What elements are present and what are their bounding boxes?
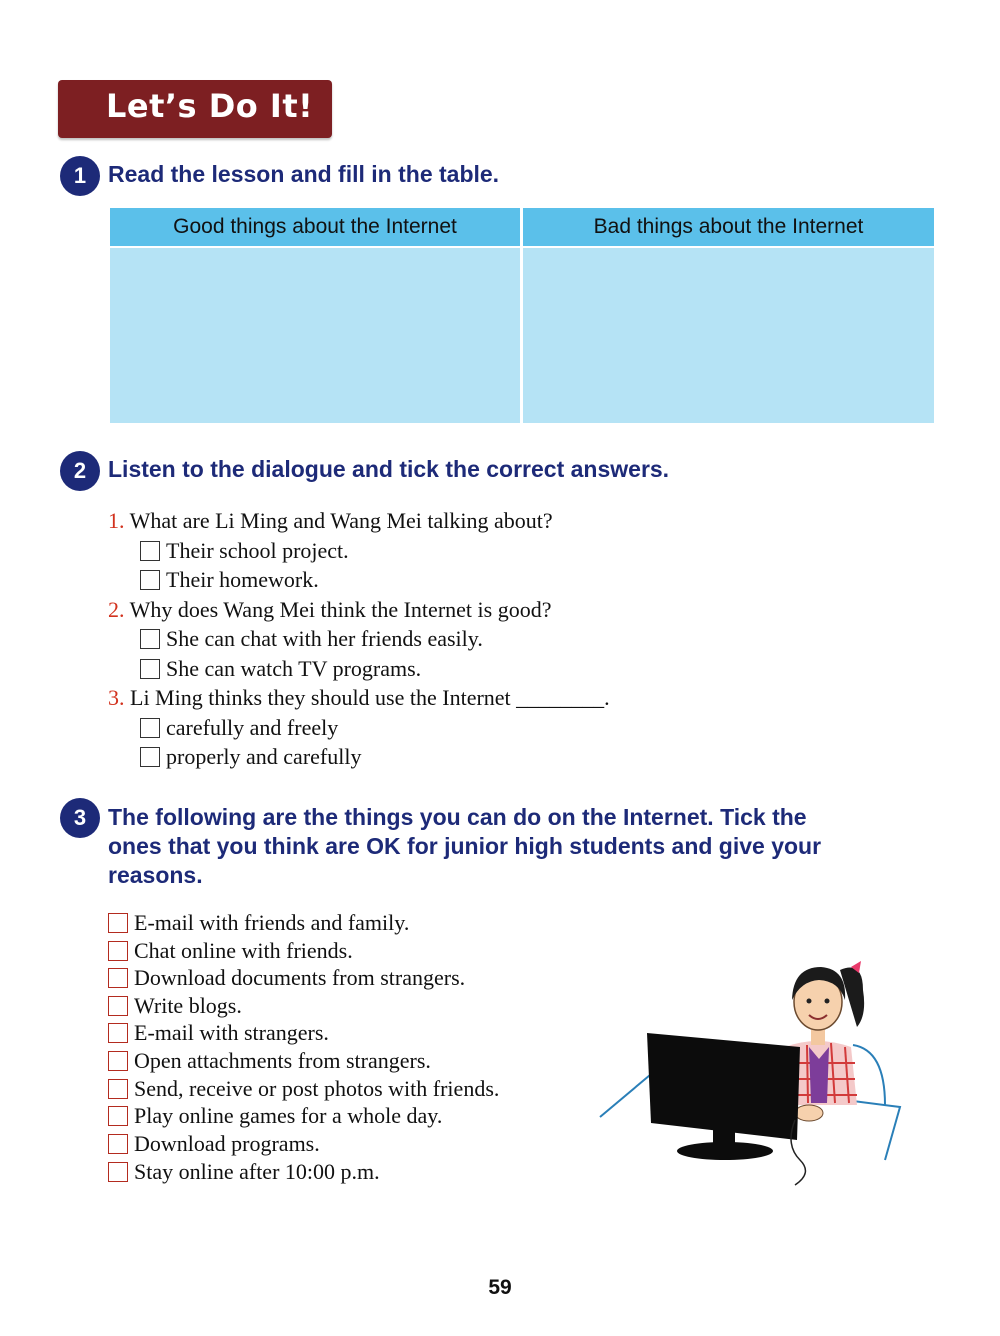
activity-label: Download programs. (134, 1131, 320, 1156)
question-3 (108, 685, 610, 711)
question-2-option-2[interactable] (140, 656, 421, 682)
activity-label: E-mail with strangers. (134, 1020, 329, 1045)
activity-label: Download documents from strangers. (134, 965, 466, 990)
question-2-text: Why does Wang Mei think the Internet is good? (129, 597, 552, 622)
checkbox[interactable] (140, 659, 160, 679)
option-label: She can watch TV programs. (166, 656, 422, 681)
activity-item[interactable] (108, 1159, 380, 1185)
activity-item[interactable] (108, 1020, 329, 1046)
checkbox[interactable] (108, 1134, 128, 1154)
checkbox[interactable] (108, 996, 128, 1016)
activity-item[interactable] (108, 938, 353, 964)
checkbox[interactable] (108, 913, 128, 933)
section-3-heading-line-2: ones that you think are OK for junior high students and give your (108, 833, 822, 859)
section-banner (58, 80, 332, 138)
question-2-number: 2. (108, 597, 125, 622)
table-cell-good[interactable] (110, 248, 520, 423)
activity-item[interactable] (108, 1048, 431, 1074)
activity-label: Write blogs. (134, 993, 242, 1018)
activity-label: Chat online with friends. (134, 938, 353, 963)
section-3-heading-line-1: The following are the things you can do on the Internet. Tick the (108, 804, 807, 830)
question-3-option-2[interactable] (140, 744, 361, 770)
question-1 (108, 508, 553, 534)
table-header-good: Good things about the Internet (110, 208, 520, 246)
option-label: carefully and freely (166, 715, 339, 740)
activity-label: Stay online after 10:00 p.m. (134, 1159, 380, 1184)
checkbox[interactable] (140, 570, 160, 590)
activity-item[interactable] (108, 1103, 442, 1129)
section-3-heading-line-3: reasons. (108, 862, 203, 888)
activity-item[interactable] (108, 1076, 499, 1102)
question-3-text: Li Ming thinks they should use the Internet ________. (130, 685, 610, 710)
question-1-number: 1. (108, 508, 125, 533)
page-number: 59 (488, 1276, 512, 1299)
checkbox[interactable] (108, 1106, 128, 1126)
checkbox[interactable] (108, 1079, 128, 1099)
section-1-number: 1 (60, 156, 100, 196)
banner-title: Let’s Do It! (106, 87, 314, 125)
question-1-option-1[interactable] (140, 538, 349, 564)
option-label: properly and carefully (166, 744, 362, 769)
section-2-heading: Listen to the dialogue and tick the correct answers. (108, 456, 670, 482)
checkbox[interactable] (140, 629, 160, 649)
activity-label: E-mail with friends and family. (134, 910, 410, 935)
activity-label: Open attachments from strangers. (134, 1048, 431, 1073)
checkbox[interactable] (108, 968, 128, 988)
checkbox[interactable] (108, 1051, 128, 1071)
checkbox[interactable] (108, 1162, 128, 1182)
option-label: She can chat with her friends easily. (166, 626, 483, 651)
checkbox[interactable] (140, 718, 160, 738)
checkbox[interactable] (108, 1023, 128, 1043)
table-cell-bad[interactable] (523, 248, 934, 423)
activity-item[interactable] (108, 910, 409, 936)
question-3-number: 3. (108, 685, 125, 710)
option-label: Their school project. (166, 538, 349, 563)
girl-at-computer-icon (595, 955, 915, 1195)
table-header-bad: Bad things about the Internet (523, 208, 934, 246)
checkbox[interactable] (108, 941, 128, 961)
checkbox[interactable] (140, 541, 160, 561)
question-1-text: What are Li Ming and Wang Mei talking about? (129, 508, 553, 533)
section-1-heading: Read the lesson and fill in the table. (108, 161, 500, 187)
activity-label: Send, receive or post photos with friends. (134, 1076, 500, 1101)
activity-label: Play online games for a whole day. (134, 1103, 443, 1128)
activity-item[interactable] (108, 1131, 320, 1157)
question-1-option-2[interactable] (140, 567, 319, 593)
activity-item[interactable] (108, 993, 242, 1019)
checkbox[interactable] (140, 747, 160, 767)
option-label: Their homework. (166, 567, 319, 592)
activity-item[interactable] (108, 965, 465, 991)
question-2-option-1[interactable] (140, 626, 483, 652)
section-3-number: 3 (60, 798, 100, 838)
question-3-option-1[interactable] (140, 715, 338, 741)
question-2 (108, 597, 551, 623)
section-2-number: 2 (60, 451, 100, 491)
